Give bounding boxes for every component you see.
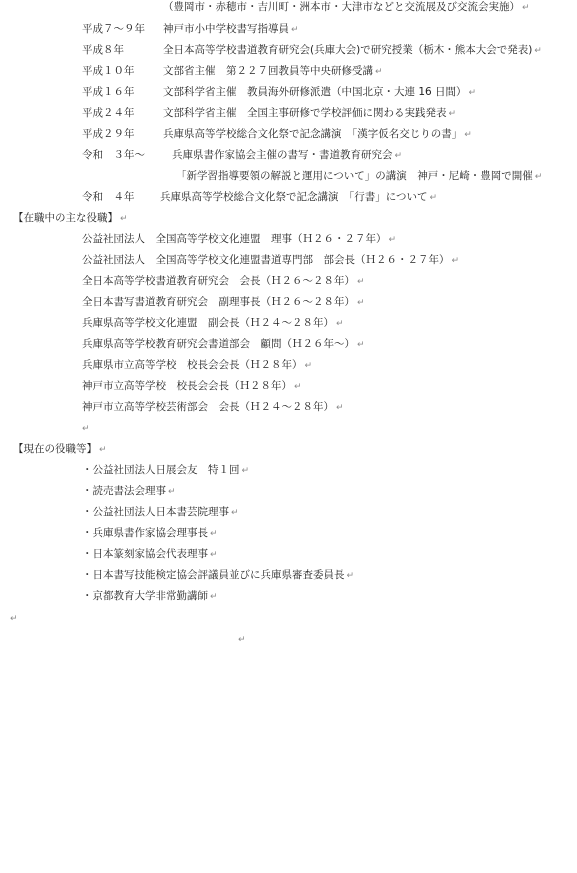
history-row: 平成２４年 文部科学省主催 全国主事研修で学校評価に関わる実践発表 ↵ [82, 107, 457, 119]
current-role-item: ・公益社団法人日本書芸院理事 ↵ [82, 506, 239, 518]
history-row: 平成８年 全日本高等学校書道教育研究会(兵庫大会)で研究授業（栃木・熊本大会で発表) ↵ [82, 44, 542, 56]
past-role-item: 全日本書写書道教育研究会 副理事長（Ｈ２６～２８年） ↵ [82, 296, 365, 308]
past-role-item: 公益社団法人 全国高等学校文化連盟書道専門部 部会長（Ｈ２６・２７年） ↵ [82, 254, 460, 266]
empty-paragraph-mark: ↵ [238, 635, 246, 645]
history-row: 平成１０年 文部省主催 第２２７回教員等中央研修受講 ↵ [82, 65, 383, 77]
current-role-item: ・京都教育大学非常勤講師 ↵ [82, 590, 218, 602]
history-row: 平成２９年 兵庫県高等学校総合文化祭で記念講演 「漢字仮名交じりの書」 ↵ [82, 128, 472, 140]
history-row-continuation: 「新学習指導要領の解説と運用について」の講演 神戸・尼崎・豊岡で開催 ↵ [176, 170, 543, 182]
past-role-item: 兵庫県市立高等学校 校長会会長（Ｈ２８年） ↵ [82, 359, 313, 371]
current-role-item: ・兵庫県書作家協会理事長 ↵ [82, 527, 218, 539]
past-role-item: 公益社団法人 全国高等学校文化連盟 理事（Ｈ２６・２７年） ↵ [82, 233, 397, 245]
past-role-item: 兵庫県高等学校教育研究会書道部会 顧問（Ｈ２６年～） ↵ [82, 338, 365, 350]
history-row: 平成７～９年 神戸市小中学校書写指導員 ↵ [82, 23, 299, 35]
history-row: 平成１６年 文部科学省主催 教員海外研修派遣（中国北京・大連 16 日間） ↵ [82, 86, 477, 98]
history-row: 令和 ４年 兵庫県高等学校総合文化祭で記念講演 「行書」について ↵ [82, 191, 438, 203]
past-role-item: 神戸市立高等学校芸術部会 会長（Ｈ２４～２８年） ↵ [82, 401, 344, 413]
section-heading-current-roles: 【現在の役職等】 ↵ [13, 443, 107, 455]
current-role-item: ・読売書法会理事 ↵ [82, 485, 176, 497]
past-role-item: 兵庫県高等学校文化連盟 副会長（Ｈ２４～２８年） ↵ [82, 317, 344, 329]
current-role-item: ・日本書写技能検定協会評議員並びに兵庫県審査委員長 ↵ [82, 569, 355, 581]
empty-paragraph-mark: ↵ [10, 614, 18, 624]
history-row: 令和 ３年～ 兵庫県書作家協会主催の書写・書道教育研究会 ↵ [82, 149, 403, 161]
empty-paragraph-mark: ↵ [82, 424, 90, 434]
current-role-item: ・日本篆刻家協会代表理事 ↵ [82, 548, 218, 560]
history-continuation: （豊岡市・赤穂市・吉川町・洲本市・大津市などと交流展及び交流会実施） ↵ [163, 1, 530, 13]
past-role-item: 神戸市立高等学校 校長会会長（Ｈ２８年） ↵ [82, 380, 302, 392]
past-role-item: 全日本高等学校書道教育研究会 会長（Ｈ２６～２８年） ↵ [82, 275, 365, 287]
section-heading-past-roles: 【在職中の主な役職】 ↵ [13, 212, 128, 224]
current-role-item: ・公益社団法人日展会友 特１回 ↵ [82, 464, 250, 476]
